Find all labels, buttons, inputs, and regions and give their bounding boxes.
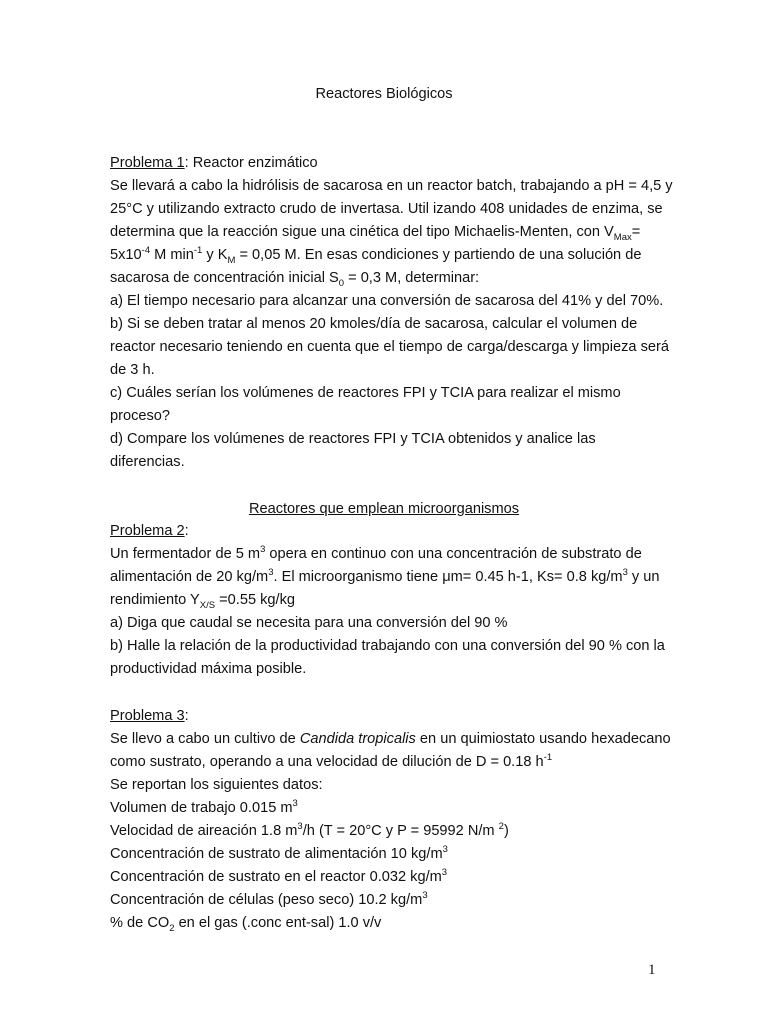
paragraph-line: 25°C y utilizando extracto crudo de invertasa. Util izando 408 unidades de enzima, se: [110, 201, 663, 217]
question-b: b) Si se deben tratar al menos 20 kmoles/día de sacarosa, calcular el volumen de: [110, 316, 638, 332]
data-line: [110, 844, 448, 864]
text-run: ): [503, 823, 509, 839]
question-a: a) El tiempo necesario para alcanzar una conversión de sacarosa del 41% y del 70%.: [110, 293, 664, 309]
superscript: 3: [622, 567, 628, 579]
text-run: Concentración de sustrato en el reactor 0.032 kg/m: [110, 869, 442, 885]
problem3-label: Problema 3: [110, 708, 185, 724]
problem2-heading: [110, 521, 189, 541]
paragraph-line: [110, 729, 671, 749]
data-line: [110, 890, 428, 910]
question-a: a) Diga que caudal se necesita para una conversión del 90 %: [110, 615, 508, 631]
text-run: Velocidad de aireación 1.8 m: [110, 823, 298, 839]
text-run: Se llevo a cabo un cultivo de: [110, 731, 300, 747]
subscript: 0: [338, 277, 345, 289]
problem1-label: Problema 1: [110, 155, 185, 171]
data-line: [110, 821, 509, 841]
text-run: Concentración de células (peso seco) 10.2 kg/m: [110, 892, 423, 908]
text-run: y un: [627, 569, 660, 585]
question-d: d) Compare los volúmenes de reactores FPI y TCIA obtenidos y analice las: [110, 431, 596, 447]
paragraph-line: [110, 567, 660, 587]
superscript: 3: [260, 544, 266, 556]
paragraph-line: de 3 h.: [110, 362, 155, 378]
data-line: [110, 798, 298, 818]
paragraph-line: productividad máxima posible.: [110, 661, 307, 677]
text-run: . El microorganismo tiene μm= 0.45 h-1, Ks= 0.8 kg/m: [273, 569, 623, 585]
text-run: Concentración de sustrato de alimentación 10 kg/m: [110, 846, 443, 862]
text-run: = 0,05 M. En esas condiciones y partiendo de una solución de: [235, 247, 642, 263]
page-number: 1: [648, 962, 656, 978]
data-line: [110, 867, 447, 887]
problem3-heading: [110, 706, 189, 726]
text-run: opera en continuo con una concentración de substrato de: [265, 546, 642, 562]
superscript: 3: [441, 867, 448, 879]
species-name: Candida tropicalis: [299, 731, 416, 747]
text-run: 5x10: [110, 247, 142, 263]
paragraph-line: proceso?: [110, 408, 171, 424]
question-b: b) Halle la relación de la productividad trabajando con una conversión del 90 % con la: [110, 638, 665, 654]
paragraph-line: [110, 222, 640, 242]
paragraph-line: Se llevará a cabo la hidrólisis de sacarosa en un reactor batch, trabajando a pH = 4,5 y: [110, 178, 673, 194]
text-run: y K: [202, 247, 228, 263]
superscript: 3: [442, 844, 448, 856]
superscript: 2: [498, 821, 504, 833]
problem1-heading-rest: : Reactor enzimático: [184, 155, 318, 171]
text-run: alimentación de 20 kg/m: [110, 569, 269, 585]
paragraph-line: [110, 268, 479, 288]
text-run: /h (T = 20°C y P = 95992 N/m: [302, 823, 499, 839]
text-run: determina que la reacción sigue una cinética del tipo Michaelis-Menten, con V: [110, 224, 614, 240]
superscript: 3: [292, 798, 298, 810]
text-run: como sustrato, operando a una velocidad de dilución de D = 0.18 h: [110, 754, 544, 770]
page-title: Reactores Biológicos: [315, 86, 453, 102]
paragraph-line: diferencias.: [110, 454, 185, 470]
paragraph-line: [110, 544, 642, 564]
text-run: M min: [150, 247, 194, 263]
superscript: -4: [141, 245, 151, 257]
text-run: en un quimiostato usando hexadecano: [415, 731, 671, 747]
text-run: % de CO: [110, 915, 170, 931]
question-c: c) Cuáles serían los volúmenes de reactores FPI y TCIA para realizar el mismo: [110, 385, 621, 401]
text-run: sacarosa de concentración inicial S: [110, 270, 339, 286]
text-run: :: [184, 708, 189, 724]
paragraph-line: reactor necesario teniendo en cuenta que el tiempo de carga/descarga y limpieza será: [110, 339, 669, 355]
text-run: :: [184, 523, 189, 539]
text-run: Volumen de trabajo 0.015 m: [110, 800, 293, 816]
subscript: 2: [169, 922, 175, 934]
problem2-label: Problema 2: [110, 523, 185, 539]
paragraph-line: Se reportan los siguientes datos:: [110, 777, 323, 793]
paragraph-line: [110, 590, 295, 610]
paragraph-line: [110, 752, 552, 772]
paragraph-line: [110, 245, 641, 265]
text-run: =: [631, 224, 641, 240]
text-run: Un fermentador de 5 m: [110, 546, 261, 562]
text-run: en el gas (.conc ent-sal) 1.0 v/v: [174, 915, 382, 931]
superscript: -1: [543, 752, 553, 764]
section-title: Reactores que emplean microorganismos: [248, 501, 520, 517]
text-run: rendimiento Y: [110, 592, 200, 608]
data-line: [110, 913, 381, 933]
subscript: Max: [613, 231, 632, 243]
text-run: =0.55 kg/kg: [215, 592, 296, 608]
problem1-heading: [110, 153, 318, 173]
superscript: -1: [193, 245, 203, 257]
subscript: M: [227, 254, 236, 266]
superscript: 3: [422, 890, 428, 902]
subscript: X/S: [199, 599, 216, 611]
text-run: = 0,3 M, determinar:: [344, 270, 480, 286]
superscript: 3: [297, 821, 303, 833]
superscript: 3: [268, 567, 274, 579]
